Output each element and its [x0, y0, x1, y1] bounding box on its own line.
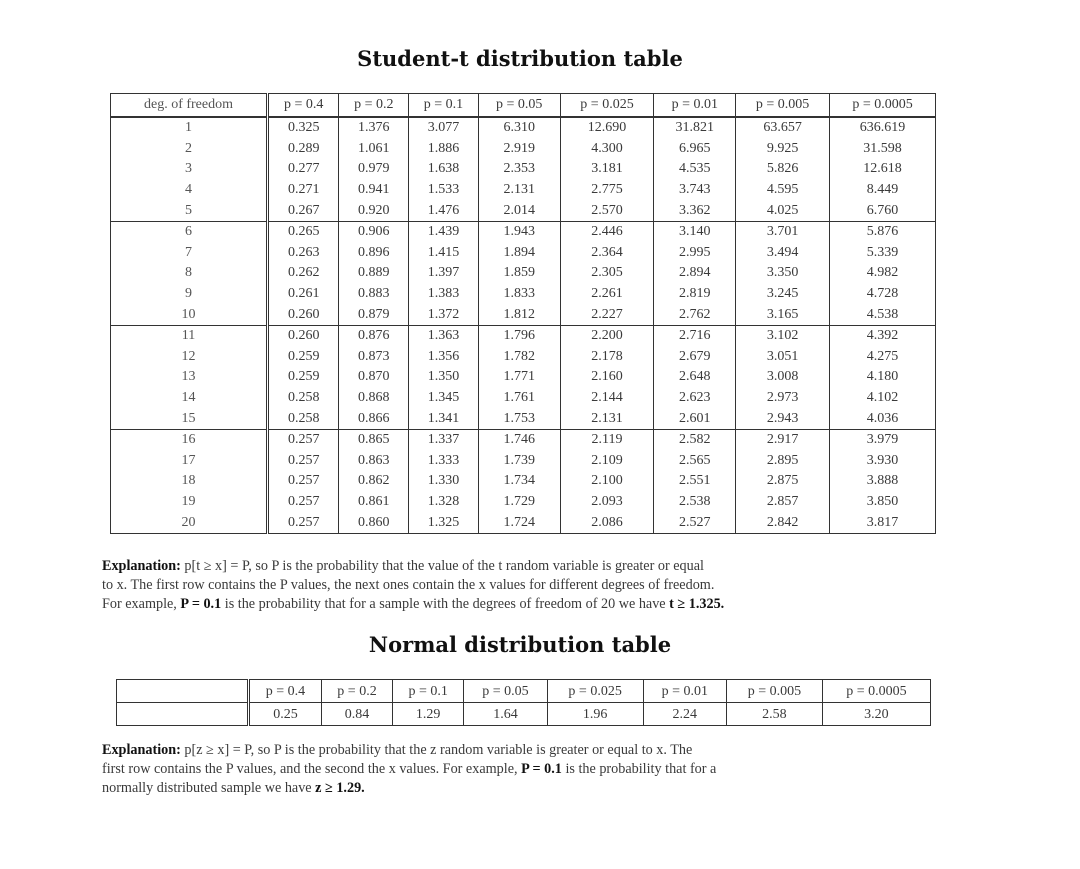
t-value-cell: 1.753	[478, 408, 560, 429]
t-value-cell: 2.364	[560, 243, 654, 264]
t-value-cell: 0.259	[268, 347, 339, 368]
t-value-cell: 4.180	[830, 367, 936, 388]
dof-cell: 5	[111, 200, 268, 221]
t-value-cell: 0.870	[339, 367, 409, 388]
dof-cell: 20	[111, 512, 268, 533]
t-value-cell: 4.300	[560, 139, 654, 160]
dof-cell: 13	[111, 367, 268, 388]
t-value-cell: 31.821	[654, 117, 736, 139]
t-value-cell: 0.271	[268, 180, 339, 201]
t-value-cell: 0.876	[339, 325, 409, 346]
t-value-cell: 2.857	[736, 492, 830, 513]
t-value-cell: 4.982	[830, 263, 936, 284]
t-value-cell: 1.415	[409, 243, 479, 264]
t-value-cell: 1.356	[409, 347, 479, 368]
t-value-cell: 4.728	[830, 284, 936, 305]
t-value-cell: 5.339	[830, 243, 936, 264]
t-value-cell: 1.729	[478, 492, 560, 513]
t-value-cell: 2.100	[560, 471, 654, 492]
t-value-cell: 0.257	[268, 451, 339, 472]
t-header-p-4: p = 0.025	[560, 94, 654, 118]
t-explanation	[102, 557, 950, 614]
dof-cell: 6	[111, 221, 268, 242]
t-explanation-line3-bold2: t ≥ 1.325.	[669, 596, 725, 612]
t-value-cell: 1.638	[409, 159, 479, 180]
t-value-cell: 1.782	[478, 347, 560, 368]
n-explanation-line3-bold: z ≥ 1.29.	[315, 780, 365, 796]
n-value-cell: 0.25	[249, 703, 322, 726]
t-value-cell: 0.863	[339, 451, 409, 472]
t-value-cell: 5.876	[830, 221, 936, 242]
t-explanation-line2: to x. The first row contains the P values, the next ones contain the x values for different degrees of freedom.	[102, 577, 715, 593]
t-value-cell: 3.979	[830, 429, 936, 450]
dof-cell: 18	[111, 471, 268, 492]
table-row	[111, 492, 936, 513]
t-value-cell: 1.061	[339, 139, 409, 160]
t-value-cell: 0.259	[268, 367, 339, 388]
t-value-cell: 1.796	[478, 325, 560, 346]
t-value-cell: 0.879	[339, 304, 409, 325]
n-header-p-5: p = 0.01	[643, 680, 726, 703]
table-row	[111, 117, 936, 139]
n-value-cell: 1.29	[393, 703, 464, 726]
t-value-cell: 2.305	[560, 263, 654, 284]
t-value-cell: 0.325	[268, 117, 339, 139]
t-value-cell: 2.565	[654, 451, 736, 472]
t-value-cell: 3.888	[830, 471, 936, 492]
t-value-cell: 2.919	[478, 139, 560, 160]
t-value-cell: 1.325	[409, 512, 479, 533]
n-header-p-4: p = 0.025	[547, 680, 643, 703]
t-value-cell: 2.527	[654, 512, 736, 533]
t-value-cell: 0.257	[268, 429, 339, 450]
t-value-cell: 31.598	[830, 139, 936, 160]
t-value-cell: 2.200	[560, 325, 654, 346]
t-value-cell: 1.746	[478, 429, 560, 450]
n-explanation-line2a: first row contains the P values, and the second the x values. For example,	[102, 761, 522, 777]
n-explanation-line2b: is the probability that for a	[561, 761, 717, 777]
t-value-cell: 1.533	[409, 180, 479, 201]
t-value-cell: 63.657	[736, 117, 830, 139]
t-header-p-5: p = 0.01	[654, 94, 736, 118]
t-value-cell: 0.906	[339, 221, 409, 242]
normal-table	[116, 679, 931, 726]
t-value-cell: 0.263	[268, 243, 339, 264]
t-explanation-label: Explanation:	[102, 558, 181, 574]
t-value-cell: 1.383	[409, 284, 479, 305]
table-row	[111, 159, 936, 180]
t-value-cell: 1.341	[409, 408, 479, 429]
t-value-cell: 2.093	[560, 492, 654, 513]
t-value-cell: 3.930	[830, 451, 936, 472]
student-t-table	[110, 93, 936, 534]
dof-cell: 11	[111, 325, 268, 346]
table-row	[111, 243, 936, 264]
t-value-cell: 4.036	[830, 408, 936, 429]
n-value-cell: 2.58	[727, 703, 823, 726]
t-value-cell: 636.619	[830, 117, 936, 139]
t-value-cell: 2.178	[560, 347, 654, 368]
table-row	[111, 263, 936, 284]
t-value-cell: 2.227	[560, 304, 654, 325]
table-row	[111, 284, 936, 305]
t-value-cell: 1.328	[409, 492, 479, 513]
t-value-cell: 0.258	[268, 388, 339, 409]
t-value-cell: 3.165	[736, 304, 830, 325]
t-value-cell: 2.570	[560, 200, 654, 221]
t-value-cell: 3.817	[830, 512, 936, 533]
t-value-cell: 2.973	[736, 388, 830, 409]
t-explanation-line1: p[t ≥ x] = P, so P is the probability that the value of the t random variable is greater or equal	[184, 558, 704, 574]
t-value-cell: 4.025	[736, 200, 830, 221]
t-value-cell: 3.140	[654, 221, 736, 242]
t-value-cell: 3.051	[736, 347, 830, 368]
table-row	[111, 304, 936, 325]
t-value-cell: 4.392	[830, 325, 936, 346]
t-value-cell: 2.014	[478, 200, 560, 221]
t-value-cell: 1.439	[409, 221, 479, 242]
t-value-cell: 0.865	[339, 429, 409, 450]
n-header-p-0: p = 0.4	[249, 680, 322, 703]
t-value-cell: 2.895	[736, 451, 830, 472]
n-value-cell: 1.96	[547, 703, 643, 726]
t-value-cell: 6.310	[478, 117, 560, 139]
n-value-cell: 3.20	[822, 703, 930, 726]
t-value-cell: 0.257	[268, 512, 339, 533]
t-header-p-7: p = 0.0005	[830, 94, 936, 118]
t-value-cell: 6.965	[654, 139, 736, 160]
t-value-cell: 1.363	[409, 325, 479, 346]
t-value-cell: 5.826	[736, 159, 830, 180]
table-row	[111, 180, 936, 201]
table-row	[111, 451, 936, 472]
t-value-cell: 2.842	[736, 512, 830, 533]
t-value-cell: 0.883	[339, 284, 409, 305]
t-value-cell: 2.995	[654, 243, 736, 264]
t-value-cell: 2.353	[478, 159, 560, 180]
t-value-cell: 1.771	[478, 367, 560, 388]
t-header-p-6: p = 0.005	[736, 94, 830, 118]
t-value-cell: 0.289	[268, 139, 339, 160]
t-value-cell: 1.345	[409, 388, 479, 409]
t-value-cell: 0.257	[268, 492, 339, 513]
t-value-cell: 4.538	[830, 304, 936, 325]
n-explanation	[102, 741, 950, 798]
dof-header: deg. of freedom	[111, 94, 268, 118]
t-value-cell: 1.734	[478, 471, 560, 492]
table-row	[111, 429, 936, 450]
t-value-cell: 0.262	[268, 263, 339, 284]
t-value-cell: 1.894	[478, 243, 560, 264]
t-value-cell: 2.943	[736, 408, 830, 429]
dof-cell: 2	[111, 139, 268, 160]
dof-cell: 10	[111, 304, 268, 325]
n-explanation-line2-bold: P = 0.1	[521, 761, 562, 777]
t-value-cell: 2.762	[654, 304, 736, 325]
n-explanation-line3a: normally distributed sample we have	[102, 780, 316, 796]
n-table-value-row	[117, 703, 931, 726]
table-row	[111, 325, 936, 346]
t-value-cell: 1.397	[409, 263, 479, 284]
table-row	[111, 139, 936, 160]
t-value-cell: 2.648	[654, 367, 736, 388]
t-value-cell: 0.896	[339, 243, 409, 264]
t-value-cell: 2.119	[560, 429, 654, 450]
t-value-cell: 1.337	[409, 429, 479, 450]
t-value-cell: 4.102	[830, 388, 936, 409]
table-row	[111, 388, 936, 409]
dof-cell: 3	[111, 159, 268, 180]
t-value-cell: 12.618	[830, 159, 936, 180]
t-value-cell: 12.690	[560, 117, 654, 139]
table-row	[111, 471, 936, 492]
t-value-cell: 9.925	[736, 139, 830, 160]
t-value-cell: 0.920	[339, 200, 409, 221]
t-value-cell: 0.260	[268, 325, 339, 346]
t-value-cell: 0.862	[339, 471, 409, 492]
n-header-blank-cell	[117, 680, 249, 703]
n-header-p-3: p = 0.05	[464, 680, 547, 703]
t-value-cell: 0.265	[268, 221, 339, 242]
t-value-cell: 1.943	[478, 221, 560, 242]
n-table-title: Normal distribution table	[368, 632, 672, 657]
t-value-cell: 2.775	[560, 180, 654, 201]
n-header-p-1: p = 0.2	[321, 680, 392, 703]
t-value-cell: 2.582	[654, 429, 736, 450]
t-value-cell: 6.760	[830, 200, 936, 221]
t-value-cell: 2.538	[654, 492, 736, 513]
t-explanation-line3a: For example,	[102, 596, 181, 612]
table-row	[111, 200, 936, 221]
t-header-p-3: p = 0.05	[478, 94, 560, 118]
t-value-cell: 1.350	[409, 367, 479, 388]
t-value-cell: 8.449	[830, 180, 936, 201]
table-row	[111, 367, 936, 388]
dof-cell: 9	[111, 284, 268, 305]
t-value-cell: 1.886	[409, 139, 479, 160]
t-value-cell: 2.261	[560, 284, 654, 305]
t-value-cell: 3.850	[830, 492, 936, 513]
t-value-cell: 2.131	[560, 408, 654, 429]
t-value-cell: 0.261	[268, 284, 339, 305]
dof-cell: 8	[111, 263, 268, 284]
t-value-cell: 0.868	[339, 388, 409, 409]
t-value-cell: 3.701	[736, 221, 830, 242]
t-value-cell: 1.476	[409, 200, 479, 221]
table-row	[111, 221, 936, 242]
t-value-cell: 2.875	[736, 471, 830, 492]
t-value-cell: 0.979	[339, 159, 409, 180]
table-row	[111, 512, 936, 533]
table-row	[111, 408, 936, 429]
t-value-cell: 3.350	[736, 263, 830, 284]
t-value-cell: 0.860	[339, 512, 409, 533]
dof-cell: 7	[111, 243, 268, 264]
t-value-cell: 4.595	[736, 180, 830, 201]
t-value-cell: 2.601	[654, 408, 736, 429]
dof-cell: 12	[111, 347, 268, 368]
t-value-cell: 0.866	[339, 408, 409, 429]
n-explanation-label: Explanation:	[102, 742, 181, 758]
n-table-header-row	[117, 680, 931, 703]
t-value-cell: 3.245	[736, 284, 830, 305]
t-value-cell: 2.160	[560, 367, 654, 388]
n-header-p-6: p = 0.005	[727, 680, 823, 703]
t-value-cell: 0.889	[339, 263, 409, 284]
n-value-blank-cell	[117, 703, 249, 726]
t-table-title: Student-t distribution table	[357, 46, 683, 71]
t-header-p-1: p = 0.2	[339, 94, 409, 118]
t-value-cell: 2.917	[736, 429, 830, 450]
dof-cell: 1	[111, 117, 268, 139]
t-value-cell: 0.257	[268, 471, 339, 492]
dof-cell: 14	[111, 388, 268, 409]
n-value-cell: 1.64	[464, 703, 547, 726]
t-value-cell: 1.812	[478, 304, 560, 325]
n-value-cell: 0.84	[321, 703, 392, 726]
t-value-cell: 0.861	[339, 492, 409, 513]
t-value-cell: 3.181	[560, 159, 654, 180]
t-value-cell: 3.362	[654, 200, 736, 221]
t-table-body	[111, 117, 936, 533]
t-value-cell: 2.144	[560, 388, 654, 409]
t-value-cell: 3.494	[736, 243, 830, 264]
t-value-cell: 0.260	[268, 304, 339, 325]
t-value-cell: 4.275	[830, 347, 936, 368]
t-explanation-line3b: is the probability that for a sample with the degrees of freedom of 20 we have	[221, 596, 670, 612]
t-value-cell: 4.535	[654, 159, 736, 180]
table-row	[111, 347, 936, 368]
t-value-cell: 2.894	[654, 263, 736, 284]
t-value-cell: 0.267	[268, 200, 339, 221]
t-value-cell: 2.131	[478, 180, 560, 201]
dof-cell: 17	[111, 451, 268, 472]
t-value-cell: 1.372	[409, 304, 479, 325]
t-value-cell: 1.833	[478, 284, 560, 305]
t-value-cell: 2.086	[560, 512, 654, 533]
t-value-cell: 1.376	[339, 117, 409, 139]
t-value-cell: 3.077	[409, 117, 479, 139]
t-value-cell: 1.333	[409, 451, 479, 472]
dof-cell: 4	[111, 180, 268, 201]
t-header-p-2: p = 0.1	[409, 94, 479, 118]
t-table-header-row	[111, 94, 936, 118]
t-value-cell: 3.102	[736, 325, 830, 346]
t-value-cell: 0.277	[268, 159, 339, 180]
t-value-cell: 1.761	[478, 388, 560, 409]
n-explanation-line1: p[z ≥ x] = P, so P is the probability that the z random variable is greater or equal to x. The	[184, 742, 693, 758]
dof-cell: 19	[111, 492, 268, 513]
n-value-cell: 2.24	[643, 703, 726, 726]
t-value-cell: 0.873	[339, 347, 409, 368]
t-value-cell: 2.623	[654, 388, 736, 409]
t-value-cell: 2.679	[654, 347, 736, 368]
t-value-cell: 2.819	[654, 284, 736, 305]
t-value-cell: 2.551	[654, 471, 736, 492]
t-value-cell: 1.724	[478, 512, 560, 533]
t-value-cell: 1.859	[478, 263, 560, 284]
n-header-p-2: p = 0.1	[393, 680, 464, 703]
t-value-cell: 2.109	[560, 451, 654, 472]
t-value-cell: 3.743	[654, 180, 736, 201]
t-value-cell: 0.258	[268, 408, 339, 429]
n-header-p-7: p = 0.0005	[822, 680, 930, 703]
t-value-cell: 3.008	[736, 367, 830, 388]
t-header-p-0: p = 0.4	[268, 94, 339, 118]
t-value-cell: 1.739	[478, 451, 560, 472]
dof-cell: 15	[111, 408, 268, 429]
t-value-cell: 0.941	[339, 180, 409, 201]
t-value-cell: 1.330	[409, 471, 479, 492]
t-value-cell: 2.446	[560, 221, 654, 242]
t-explanation-line3-bold1: P = 0.1	[180, 596, 222, 612]
dof-cell: 16	[111, 429, 268, 450]
t-value-cell: 2.716	[654, 325, 736, 346]
